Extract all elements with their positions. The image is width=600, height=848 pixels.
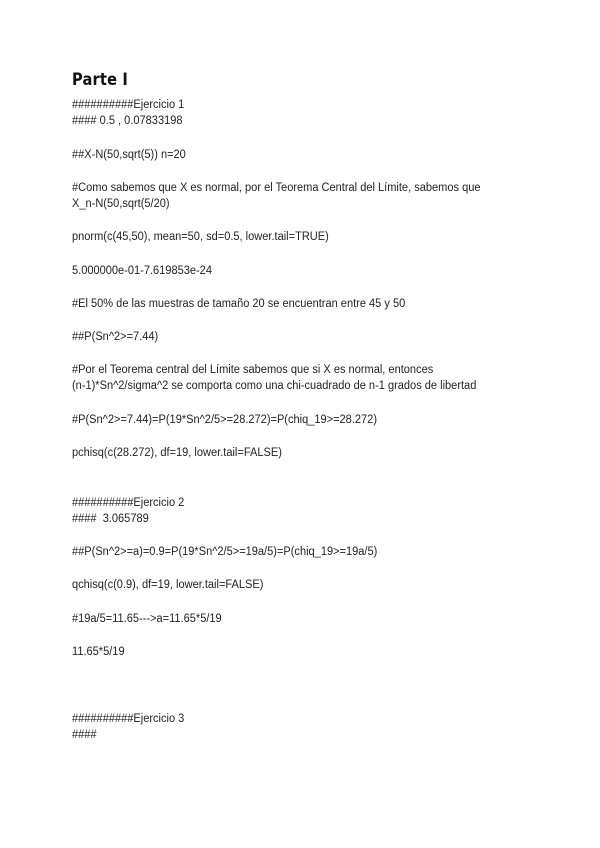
comment-line: #Como sabemos que X es normal, por el Teorema Central del Límite, sabemos que (72, 182, 481, 194)
probability-line: #P(Sn^2>=7.44)=P(19*Sn^2/5>=28.272)=P(chiq_19>=28.272) (72, 414, 377, 426)
exercise-3-heading: ##########Ejercicio 3 (72, 713, 185, 725)
comment-line: X_n-N(50,sqrt(5/20) (72, 198, 170, 210)
exercise-1-heading: ##########Ejercicio 1 (72, 99, 185, 111)
code-line: pnorm(c(45,50), mean=50, sd=0.5, lower.tail=TRUE) (72, 231, 329, 243)
section-title: Parte I (72, 70, 129, 90)
probability-line: ##P(Sn^2>=7.44) (72, 331, 159, 343)
probability-line: ##P(Sn^2>=a)=0.9=P(19*Sn^2/5>=19a/5)=P(chiq_19>=19a/5) (72, 546, 378, 558)
comment-line: #El 50% de las muestras de tamaño 20 se encuentran entre 45 y 50 (72, 298, 406, 310)
code-line: qchisq(c(0.9), df=19, lower.tail=FALSE) (72, 579, 264, 591)
distribution-line: ##X-N(50,sqrt(5)) n=20 (72, 149, 186, 161)
exercise-3-answer: #### (72, 729, 97, 741)
comment-line: #Por el Teorema central del Límite sabemos que si X es normal, entonces (72, 364, 434, 376)
exercise-1-answer: #### 0.5 , 0.07833198 (72, 115, 183, 127)
exercise-2-heading: ##########Ejercicio 2 (72, 497, 185, 509)
exercise-2-answer: #### 3.065789 (72, 513, 149, 525)
comment-line: (n-1)*Sn^2/sigma^2 se comporta como una chi-cuadrado de n-1 grados de libertad (72, 380, 477, 392)
result-line: 5.000000e-01-7.619853e-24 (72, 265, 212, 277)
code-line: 11.65*5/19 (72, 646, 125, 658)
comment-line: #19a/5=11.65--->a=11.65*5/19 (72, 613, 222, 625)
code-line: pchisq(c(28.272), df=19, lower.tail=FALSE) (72, 447, 282, 459)
